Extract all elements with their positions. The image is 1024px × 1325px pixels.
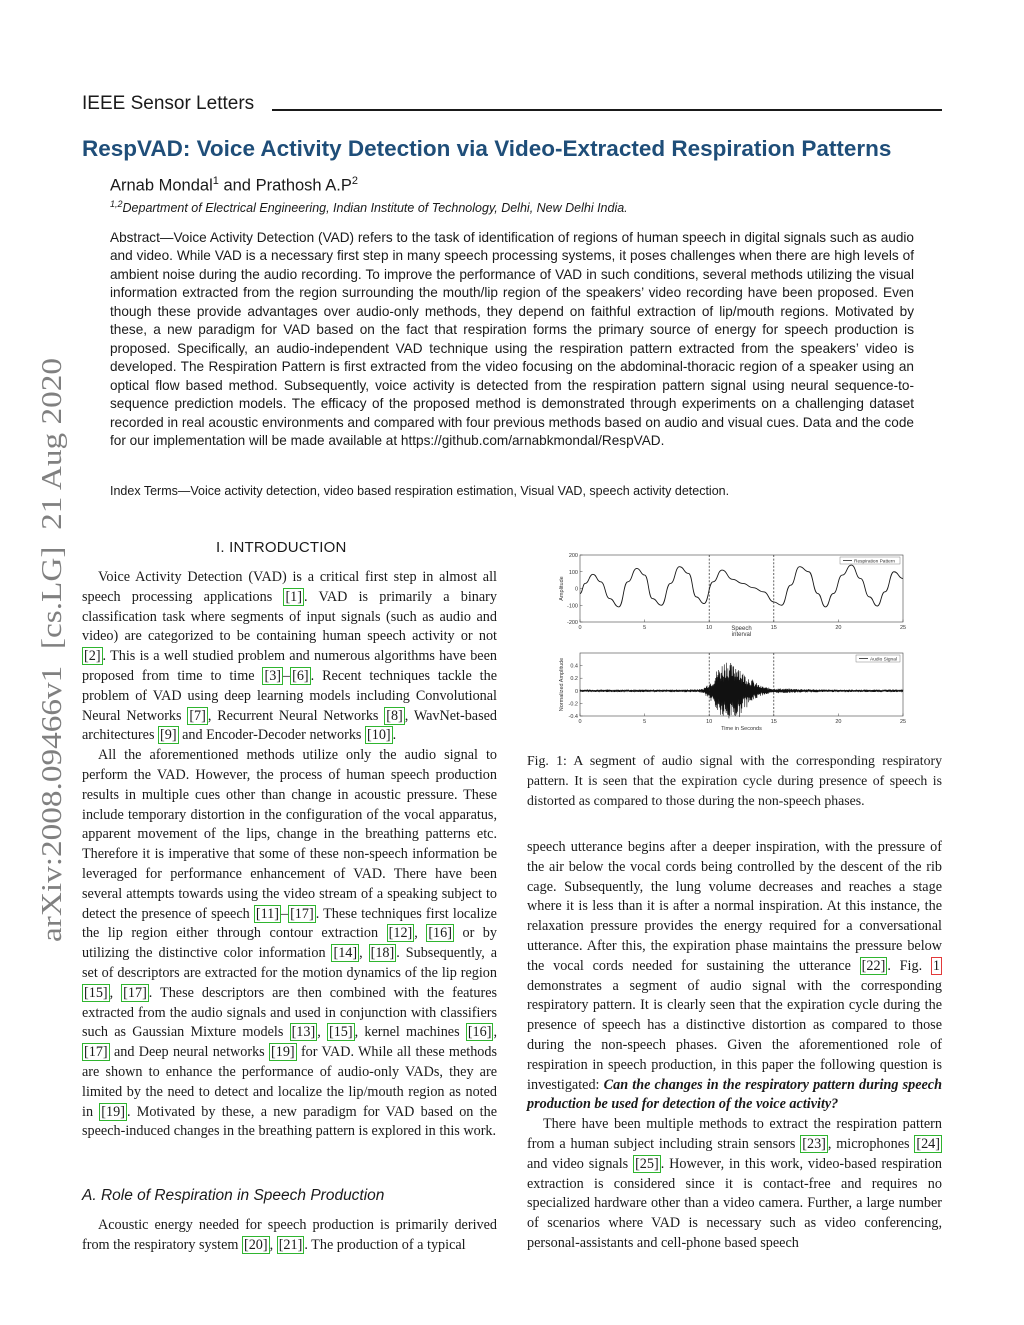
right-paragraph-2: There have been multiple methods to extract the respiration pattern from a human subject including strain sensors [23] , microphones [24] and video signals [25] . However, in this work, video-based respiration extraction is considered since it is contact-free and requires no specialized hardware other than a video camera. Further, a large number of scenarios where VAD is necessary such as video conferencing, personal-assistants and cell-phone based speech <box>527 1116 943 1251</box>
left-column <box>82 568 497 1142</box>
header-rule <box>272 109 942 111</box>
figure-1 <box>527 543 939 753</box>
journal-name: IEEE Sensor Letters <box>82 93 255 114</box>
arxiv-stamp <box>25 350 73 950</box>
citation-link[interactable]: [12] <box>388 925 413 942</box>
x-tick-label: 5 <box>643 625 647 631</box>
x-tick-label: 5 <box>643 719 647 725</box>
respiration-plot <box>559 553 906 631</box>
speech-interval-label: Speech <box>731 626 752 632</box>
audio-plot <box>559 653 906 732</box>
research-question: Can the changes in the respiratory pattern during speech production be used for detection of the voice activity? <box>527 1076 942 1113</box>
y-tick-label: 0 <box>574 586 578 593</box>
paper-title: RespVAD: Voice Activity Detection via Video-Extracted Respiration Patterns <box>82 136 892 161</box>
x-tick-label: 20 <box>835 625 842 631</box>
author-1: Arnab Mondal <box>110 176 213 195</box>
citation-link[interactable]: [16] <box>428 925 452 942</box>
x-tick-label: 25 <box>899 625 907 631</box>
citation-link[interactable]: [19] <box>101 1103 125 1120</box>
citation-link[interactable]: [23] <box>802 1135 826 1152</box>
x-tick-label: 10 <box>706 719 713 725</box>
x-tick-label: 25 <box>899 719 907 725</box>
respiration-line <box>580 565 903 607</box>
citation-link[interactable]: [24] <box>916 1135 940 1152</box>
citation-link[interactable]: [6] <box>292 667 309 684</box>
citation-link[interactable]: [2] <box>84 648 101 665</box>
author-2-sup: 2 <box>351 175 358 187</box>
citation-link[interactable]: [17] <box>84 1044 108 1061</box>
citation-link[interactable]: [3] <box>264 667 282 684</box>
y-tick-label: 0.2 <box>570 676 578 683</box>
figure-caption: Fig. 1: A segment of audio signal with the corresponding respiratory pattern. It is seen that the expiration cycle during presence of speech is distorted as compared to those during the non-speech phases. <box>527 753 942 808</box>
y-tick-label: -200 <box>566 620 578 626</box>
y-tick-label: 0.4 <box>570 663 578 670</box>
plot-frame <box>580 555 903 622</box>
legend-label: Respiration Pattern <box>854 559 896 565</box>
y-tick-label: -100 <box>566 603 578 610</box>
citation-link[interactable]: [7] <box>189 707 206 724</box>
author-2: Prathosh A.P <box>255 176 352 195</box>
right-paragraph-1: speech utterance begins after a deeper inspiration, with the pressure of the air below the vocal cords being controlled by the descent of the rib cage. Subsequently, the lung volume decreases and reaches a stage where it is less than it is after a normal inspiration. At this instance, the relaxation pressure provides the energy required for a conversational utterance. After this, the expiration phase maintains the pressure below the vocal cords needed for sustaining the utterance [22] . Fig. 1 demonstrates a segment of audio signal with the corresponding respiratory pattern. It is clearly seen that the expiration cycle during the presence of speech has a distinctive distortion as compared to those during the non-speech phases. Given the aforementioned role of respiration in speech production, in this paper the following question is investigated: Can the changes in the respiratory pattern during speech production be used for detection of the voice activity? <box>527 839 942 1113</box>
citation-link[interactable]: [14] <box>333 945 358 962</box>
speech-interval-label-2: interval <box>731 632 752 638</box>
y-tick-label: 200 <box>568 553 578 559</box>
citation-link[interactable]: [20] <box>243 1236 268 1253</box>
citation-link[interactable]: [1] <box>285 588 302 605</box>
citation-link[interactable]: [25] <box>635 1155 659 1172</box>
abstract: Abstract—Voice Activity Detection (VAD) refers to the task of identification of regions of human speech in digital signals such as audio and video. While VAD is a necessary first step in many speech processing systems, it poses challenges when there are high levels of ambient noise during the audio recording. To improve the performance of VAD in such conditions, several methods utilizing the visual information extracted from the region surrounding the mouth/lip region of the speakers’ video recording have been proposed. Even though these provide advantages over audio-only methods, they depend on faithful extraction of lip/mouth regions. Motivated by these, a new paradigm for VAD based on the fact that respiration forms the primary source of energy for speech production is proposed. Specifically, an audio-independent VAD technique using the respiration pattern extracted from the speakers’ video is developed. The Respiration Pattern is first extracted from the video focusing on the abdominal-thoracic region of a speaker using an optical flow based method. Subsequently, voice activity is detected from the respiration pattern signal using neural sequence-to-sequence prediction models. The efficacy of the proposed method is demonstrated through experiments on a challenging dataset recorded in real acoustic environments and compared with four previous methods based on audio and visual cues. Data and the code for our implementation will be made available at https://github.com/arnabkmondal/RespVAD. <box>110 230 914 448</box>
y-tick-label: -0.4 <box>568 714 578 720</box>
x-tick-label: 20 <box>835 719 842 725</box>
section-heading-introduction: I. INTRODUCTION <box>216 539 347 556</box>
left-column-continued <box>82 1216 497 1256</box>
author-and: and <box>218 176 256 195</box>
x-tick-label: 0 <box>578 719 582 725</box>
audio-signal-line <box>580 663 903 719</box>
citation-link[interactable]: [15] <box>84 984 108 1001</box>
figure-link[interactable]: 1 <box>932 957 941 974</box>
y-tick-label: -0.2 <box>568 701 578 708</box>
x-axis-label: Time in Seconds <box>721 726 762 732</box>
x-tick-label: 0 <box>578 625 582 631</box>
citation-link[interactable]: [10] <box>367 727 391 744</box>
affiliation-text: Department of Electrical Engineering, Indian Institute of Technology, Delhi, New Delhi India. <box>122 201 628 216</box>
arxiv-stamp-text: arXiv:2008.09466v1 [cs.LG] 21 Aug 2020 <box>36 432 68 942</box>
y-tick-label: 0 <box>574 688 578 695</box>
citation-link[interactable]: [18] <box>370 945 395 962</box>
index-terms: Index Terms—Voice activity detection, video based respiration estimation, Visual VAD, speech activity detection. <box>110 484 730 498</box>
citation-link[interactable]: [21] <box>278 1236 303 1253</box>
affiliation-sup: 1,2 <box>110 199 123 209</box>
x-tick-label: 10 <box>706 625 713 631</box>
citation-link[interactable]: [19] <box>271 1044 295 1061</box>
intro-paragraph-1: Voice Activity Detection (VAD) is a critical first step in almost all speech processing applications [1] . VAD is primarily a binary classification task where segments of input signals (such as audio and video) are categorized to be containing human speech activity or not [2] . This is a well studied problem and numerous algorithms have been proposed from time to time [3] – [6] . Recent techniques tackle the problem of VAD using deep learning models including Convolutional Neural Networks [7] , Recurrent Neural Networks [8] , WavNet-based architectures [9] and Encoder-Decoder networks [10] . <box>82 569 498 744</box>
citation-link[interactable]: [22] <box>861 957 886 974</box>
y-tick-label: 100 <box>568 569 578 576</box>
citation-link[interactable]: [9] <box>160 727 177 744</box>
citation-link[interactable]: [17] <box>290 905 314 922</box>
y-axis-label: Normalized Amplitude <box>559 657 565 712</box>
subsection-heading-respiration: A. Role of Respiration in Speech Production <box>82 1187 385 1204</box>
citation-link[interactable]: [13] <box>291 1024 316 1041</box>
legend-label: Audio Signal <box>870 657 897 663</box>
intro-paragraph-2: All the aforementioned methods utilize only the audio signal to perform the VAD. However, the process of human speech production results in multiple cues other than change in acoustic pressure. These include temporary distortion in the configuration of the vocal apparatus, apparent movement of the lips, change in the breathing patterns etc. Therefore it is imperative that some of these non-speech information be leveraged for performance enhancement of VAD. There have been several attempts towards using the video stream of a speaking subject to detect the presence of speech [11] – [17] . These techniques first localize the lip region either through contour extraction [12] , [16] or by utilizing the distinctive color information [14] , [18] . Subsequently, a set of descriptors are extracted for the motion dynamics of the lip region [15] , [17] . These descriptors are then combined with the features extracted from the audio signals and used in conjunction with classifiers such as Gaussian Mixture models [13] , [15] , kernel machines [16] , [17] and Deep neural networks [19] for VAD. While all these methods are shown to enhance the performance of audio-only VADs, they are limited by the need to detect and localize the lip/mouth region as noted in [19] . Motivated by these, a new paradigm for VAD based on the speech-induced changes in the breathing pattern is explored in this work. <box>82 747 498 1140</box>
y-axis-label: Amplitude <box>559 576 565 601</box>
citation-link[interactable]: [11] <box>255 905 279 922</box>
x-tick-label: 15 <box>770 625 777 631</box>
citation-link[interactable]: [15] <box>328 1024 353 1041</box>
x-tick-label: 15 <box>770 719 777 725</box>
respiration-paragraph: Acoustic energy needed for speech production is primarily derived from the respiratory system [20] , [21] . The production of a typical <box>82 1217 497 1253</box>
citation-link[interactable]: [8] <box>386 707 403 724</box>
affiliation <box>110 199 628 215</box>
authors <box>110 175 358 196</box>
citation-link[interactable]: [17] <box>123 984 147 1001</box>
citation-link[interactable]: [16] <box>467 1024 492 1041</box>
author-1-sup: 1 <box>212 175 219 187</box>
right-column <box>527 838 942 1254</box>
